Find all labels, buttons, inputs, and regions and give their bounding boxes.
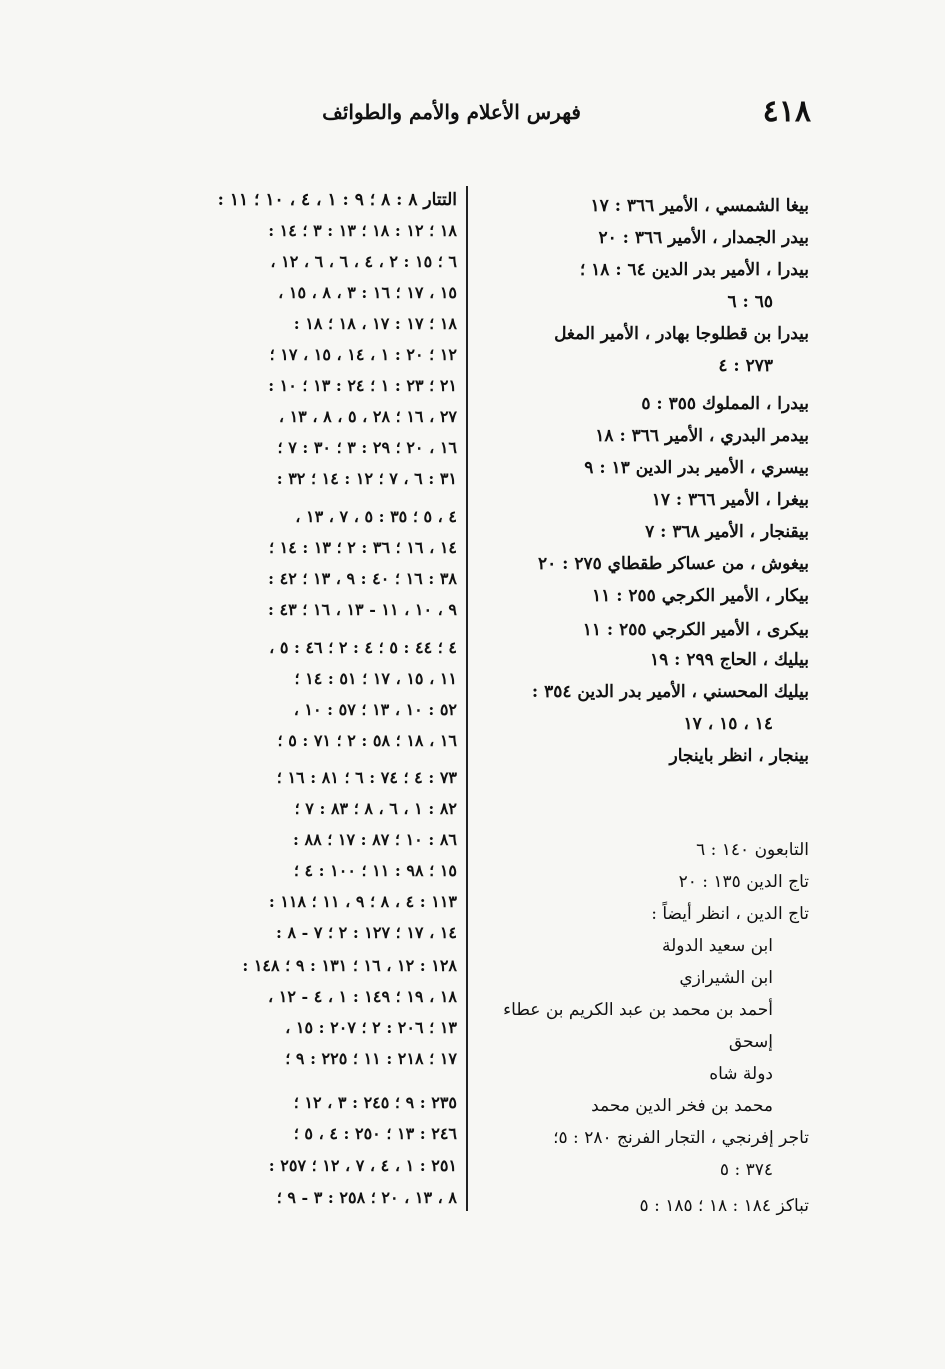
page-number: ٤١٨ xyxy=(762,94,811,129)
index-entry: بيغوش ، من عساكر طقطاي ٢٧٥ : ٢٠ xyxy=(537,554,809,574)
index-entry: بيكرى ، الأمير الكرجي ٢٥٥ : ١١ xyxy=(582,620,809,640)
index-entry-continuation: ٣١ : ٦ ، ٧ ؛ ١٢ : ١٤ ؛ ٣٢ : xyxy=(276,469,457,488)
index-entry-continuation: ٨٦ : ١٠ ؛ ٨٧ : ١٧ ؛ ٨٨ : xyxy=(293,830,457,849)
index-entry-continuation: ١٤ ، ١٦ ؛ ٣٦ : ٢ ؛ ١٣ : ١٤ ؛ xyxy=(268,538,457,557)
running-title: فهرس الأعلام والأمم والطوائف xyxy=(322,100,581,124)
index-entry-continuation: ١٤ ، ١٧ ؛ ١٢٧ : ٢ ؛ ٧ - ٨ : xyxy=(275,923,457,942)
index-entry-continuation: ٢٥١ : ١ ، ٤ ، ٧ ، ١٢ ؛ ٢٥٧ : xyxy=(268,1156,457,1175)
index-entry: بيسري ، الأمير بدر الدين ١٣ : ٩ xyxy=(584,458,809,478)
index-entry-continuation: ٤ ، ٥ ؛ ٣٥ : ٥ ، ٧ ، ١٣ ، xyxy=(295,507,457,526)
index-entry-continuation: ٨ ، ١٣ ، ٢٠ ؛ ٢٥٨ : ٣ - ٩ ؛ xyxy=(276,1188,457,1207)
index-entry: بيقنجار ، الأمير ٣٦٨ : ٧ xyxy=(645,522,809,542)
index-cross-reference: أحمد بن محمد بن عبد الكريم بن عطاء xyxy=(503,1000,773,1020)
index-cross-reference: إسحق xyxy=(728,1032,773,1052)
index-entry-continuation: ٣٨ : ١٦ ؛ ٤٠ : ٩ ، ١٣ ؛ ٤٢ : xyxy=(268,569,457,588)
index-entry-continuation: ١٥ ؛ ٩٨ : ١١ ؛ ١٠٠ : ٤ ؛ xyxy=(293,861,457,880)
index-entry-continuation: ١٥ ، ١٧ ؛ ١٦ : ٣ ، ٨ ، ١٥ ، xyxy=(278,283,457,302)
index-entry-continuation: ١٢ ؛ ٢٠ : ١ ، ١٤ ، ١٥ ، ١٧ ؛ xyxy=(269,345,457,364)
index-cross-reference: دولة شاه xyxy=(709,1064,773,1084)
index-cross-reference: محمد بن فخر الدين محمد xyxy=(591,1096,773,1116)
index-entry-continuation: ١٦ ، ١٨ ؛ ٥٨ : ٢ ؛ ٧١ : ٥ ؛ xyxy=(277,731,457,750)
index-entry-continuation: ٢١ ؛ ٢٣ : ١ ؛ ٢٤ : ١٣ ؛ ١٠ : xyxy=(268,376,457,395)
index-entry-continuation: ٣٧٤ : ٥ xyxy=(719,1160,773,1180)
index-entry: تاجر إفرنجي ، التجار الفرنج ٢٨٠ : ٥؛ xyxy=(553,1128,809,1148)
index-entry-continuation: ١٣ ؛ ٢٠٦ : ٢ ؛ ٢٠٧ : ١٥ ، xyxy=(285,1018,457,1037)
index-entry-continuation: ١٨ ؛ ١٢ : ١٨ ؛ ١٣ : ٣ ؛ ١٤ : xyxy=(268,221,457,240)
index-entry-continuation: ١٧ ؛ ٢١٨ : ١١ ؛ ٢٢٥ : ٩ ؛ xyxy=(285,1049,457,1068)
column-divider xyxy=(466,186,468,1211)
index-cross-reference: ابن الشيرازي xyxy=(679,968,773,988)
index-entry-continuation: ١١ ، ١٥ ، ١٧ ؛ ٥١ : ١٤ ؛ xyxy=(294,669,457,688)
index-entry-continuation: ١٨ ؛ ١٧ : ١٧ ، ١٨ ؛ ١٨ : xyxy=(293,314,457,333)
index-entry: بيغا الشمسي ، الأمير ٣٦٦ : ١٧ xyxy=(590,196,809,216)
index-entry: التابعون ١٤٠ : ٦ xyxy=(696,840,809,860)
index-entry-continuation: ١٢٨ : ١٢ ، ١٦ ؛ ١٣١ : ٩ ؛ ١٤٨ : xyxy=(242,956,457,975)
index-entry-continuation: ٢٤٦ : ١٣ ؛ ٢٥٠ : ٤ ، ٥ ؛ xyxy=(293,1124,457,1143)
index-entry-continuation: ١١٣ : ٤ ، ٨ ؛ ٩ ، ١١ ؛ ١١٨ : xyxy=(268,892,457,911)
index-entry: بينجار ، انظر باينجار xyxy=(669,746,809,766)
index-entry: بيدرا بن قطلوجا بهادر ، الأمير المغل xyxy=(554,324,809,344)
index-entry-continuation: ١٤ ، ١٥ ، ١٧ xyxy=(683,714,773,734)
index-entry-continuation: ٤ ؛ ٤٤ : ٥ ؛ ٤ : ٢ ؛ ٤٦ : ٥ ، xyxy=(269,638,457,657)
index-entry: تاج الدين ، انظر أيضاً : xyxy=(651,904,809,924)
index-entry-continuation: ٧٣ : ٤ ؛ ٧٤ : ٦ ؛ ٨١ : ١٦ ؛ xyxy=(276,768,457,787)
index-entry: بيدرا ، الأمير بدر الدين ٦٤ : ١٨ ؛ xyxy=(579,260,809,280)
index-entry-continuation: ٦٥ : ٦ xyxy=(727,292,773,312)
index-entry: بيدر الجمدار ، الأمير ٣٦٦ : ٢٠ xyxy=(598,228,809,248)
index-entry: التتار ٨ : ٨ ؛ ٩ : ١ ، ٤ ، ١٠ ؛ ١١ : xyxy=(217,190,457,210)
index-entry: بيدرا ، المملوك ٣٥٥ : ٥ xyxy=(641,394,809,414)
index-entry-continuation: ٨٢ : ١ ، ٦ ، ٨ ؛ ٨٣ : ٧ ؛ xyxy=(294,799,457,818)
index-entry: تباكز ١٨٤ : ١٨ ؛ ١٨٥ : ٥ xyxy=(639,1196,809,1216)
index-entry-continuation: ٦ ؛ ١٥ : ٢ ، ٤ ، ٦ ، ٦ ، ١٢ ، xyxy=(270,252,457,271)
index-entry-continuation: ١٨ ، ١٩ ؛ ١٤٩ : ١ ، ٤ - ١٢ ، xyxy=(268,987,457,1006)
index-entry: بيدمر البدري ، الأمير ٣٦٦ : ١٨ xyxy=(595,426,809,446)
index-entry-continuation: ٢٧ ، ١٦ ؛ ٢٨ ، ٥ ، ٨ ، ١٣ ، xyxy=(278,407,457,426)
index-entry: تاج الدين ١٣٥ : ٢٠ xyxy=(678,872,809,892)
index-entry-continuation: ٥٢ : ١٠ ، ١٣ ؛ ٥٧ : ١٠ ، xyxy=(293,700,457,719)
index-entry: بيكار ، الأمير الكرجي ٢٥٥ : ١١ xyxy=(592,586,809,606)
index-entry: بيليك المحسني ، الأمير بدر الدين ٣٥٤ : xyxy=(531,682,809,702)
index-entry-continuation: ١٦ ، ٢٠ ؛ ٢٩ : ٣ ؛ ٣٠ : ٧ ؛ xyxy=(277,438,457,457)
index-entry: بيليك ، الحاج ٢٩٩ : ١٩ xyxy=(649,650,809,670)
index-entry: بيغرا ، الأمير ٣٦٦ : ١٧ xyxy=(651,490,809,510)
right-index-column xyxy=(479,190,809,1230)
index-cross-reference: ابن سعيد الدولة xyxy=(661,936,773,956)
index-entry-continuation: ٢٣٥ : ٩ ؛ ٢٤٥ : ٣ ، ١٢ ؛ xyxy=(293,1093,457,1112)
left-index-column xyxy=(137,184,457,1224)
index-entry-continuation: ٩ ، ١٠ ، ١١ - ١٣ ، ١٦ ؛ ٤٣ : xyxy=(268,600,457,619)
index-entry-continuation: ٢٧٣ : ٤ xyxy=(718,356,773,376)
